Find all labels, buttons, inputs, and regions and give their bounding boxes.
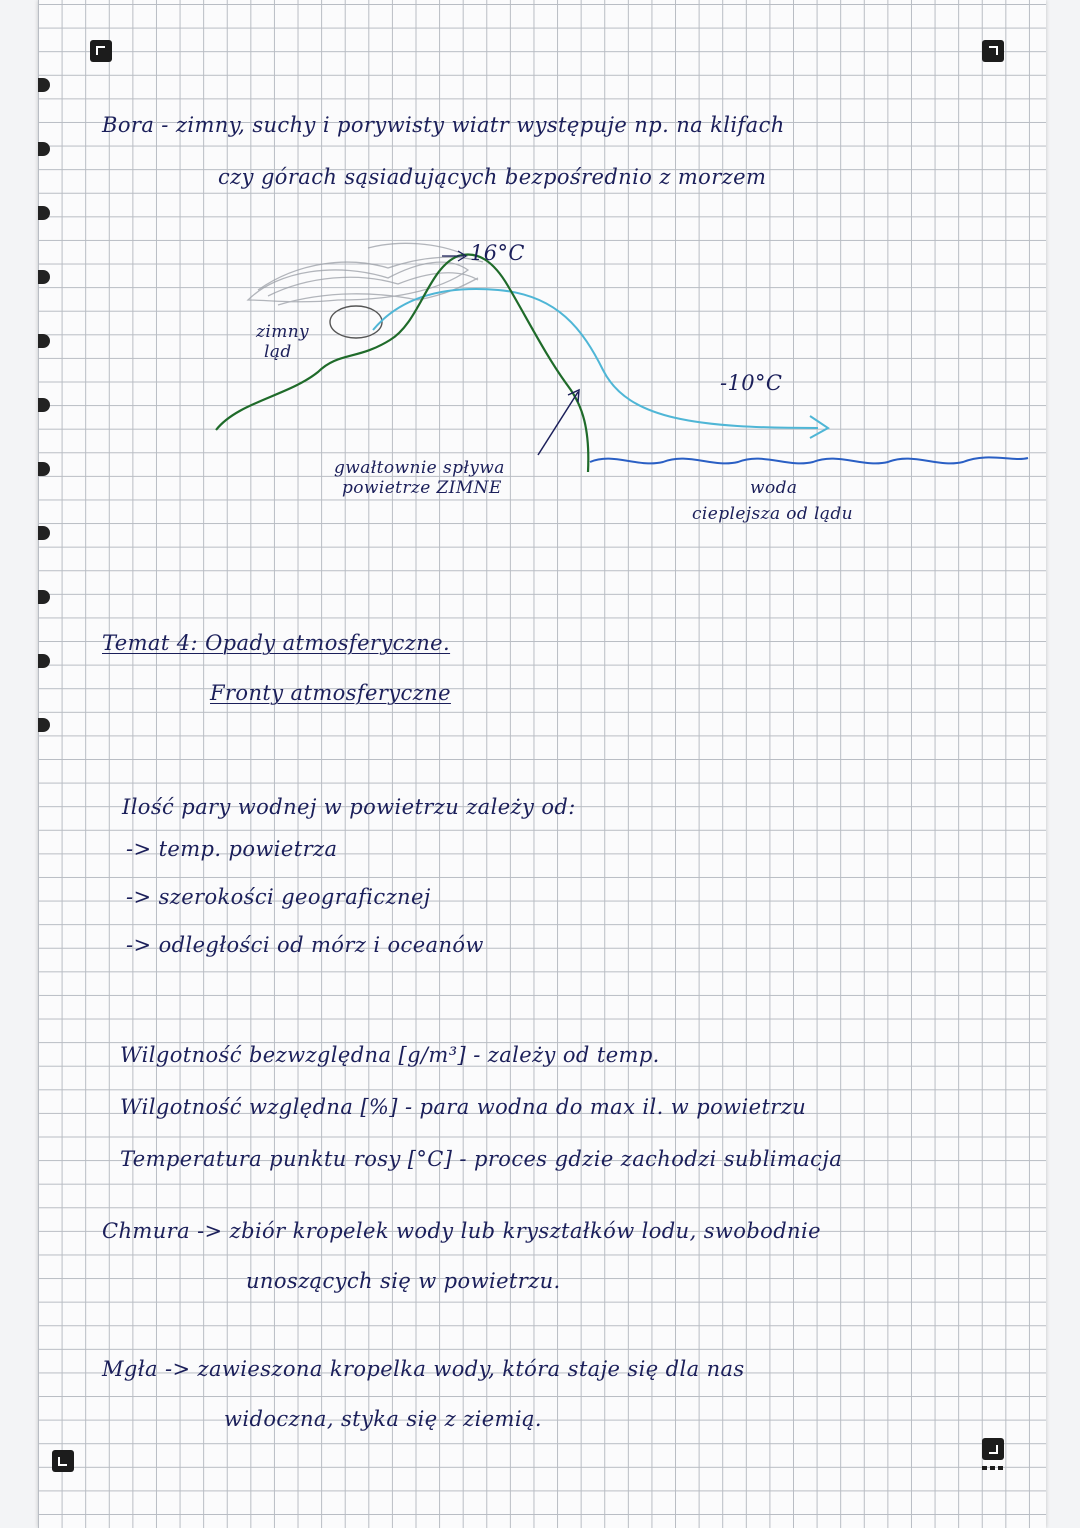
water-label-line2: cieplejsza od lądu xyxy=(692,504,854,524)
corner-marker-icon xyxy=(52,1450,74,1472)
corner-marker-icon xyxy=(982,1438,1004,1460)
water-label-line1: woda xyxy=(750,478,798,498)
descent-label-line2: powietrze ZIMNE xyxy=(342,478,502,498)
sea-surface xyxy=(590,457,1028,463)
cloud-definition-line1: Chmura -> zbiór kropelek wody lub kryształków lodu, swobodnie xyxy=(102,1219,821,1243)
vapor-item-temperature: -> temp. powietrza xyxy=(126,837,338,861)
mountain-profile xyxy=(216,254,588,472)
land-label-line2: ląd xyxy=(264,342,292,362)
air-mass-circle xyxy=(330,306,382,338)
cloud-scribble-icon xyxy=(248,243,483,305)
absolute-humidity-definition: Wilgotność bezwzględna [g/m³] - zależy od temp. xyxy=(120,1043,660,1067)
relative-humidity-definition: Wilgotność względna [%] - para wodna do max il. w powietrzu xyxy=(120,1095,807,1119)
vapor-intro: Ilość pary wodnej w powietrzu zależy od: xyxy=(122,795,576,819)
peak-temperature-label: 16°C xyxy=(470,241,525,265)
topic-title-line1: Temat 4: Opady atmosferyczne. xyxy=(102,631,451,655)
bora-definition-line2: czy górach sąsiadujących bezpośrednio z morzem xyxy=(218,165,767,189)
cloud-definition-line2: unoszących się w powietrzu. xyxy=(246,1269,561,1293)
fog-definition-line1: Mgła -> zawieszona kropelka wody, która staje się dla nas xyxy=(102,1357,745,1381)
vapor-item-latitude: -> szerokości geograficznej xyxy=(126,885,431,909)
dew-point-definition: Temperatura punktu rosy [°C] - proces gdzie zachodzi sublimacja xyxy=(120,1147,843,1171)
descent-label-line1: gwałtownie spływa xyxy=(334,458,505,478)
notebook-page xyxy=(38,0,1046,1528)
fog-definition-line2: widoczna, styka się z ziemią. xyxy=(224,1407,542,1431)
bora-definition-line1: Bora - zimny, suchy i porywisty wiatr występuje np. na klifach xyxy=(102,113,785,137)
sea-temperature-label: -10°C xyxy=(720,371,783,395)
air-flow-line xyxy=(373,289,818,428)
marker-bars-icon xyxy=(982,1466,1004,1470)
topic-title-line2: Fronty atmosferyczne xyxy=(210,681,451,705)
bora-diagram xyxy=(38,0,1046,560)
spiral-ring xyxy=(38,718,50,732)
peak-arrow-icon xyxy=(442,251,466,261)
land-label-line1: zimny xyxy=(256,322,310,342)
vapor-item-distance: -> odległości od mórz i oceanów xyxy=(126,933,484,957)
descent-arrow xyxy=(538,392,578,455)
spiral-ring xyxy=(38,654,50,668)
spiral-ring xyxy=(38,590,50,604)
